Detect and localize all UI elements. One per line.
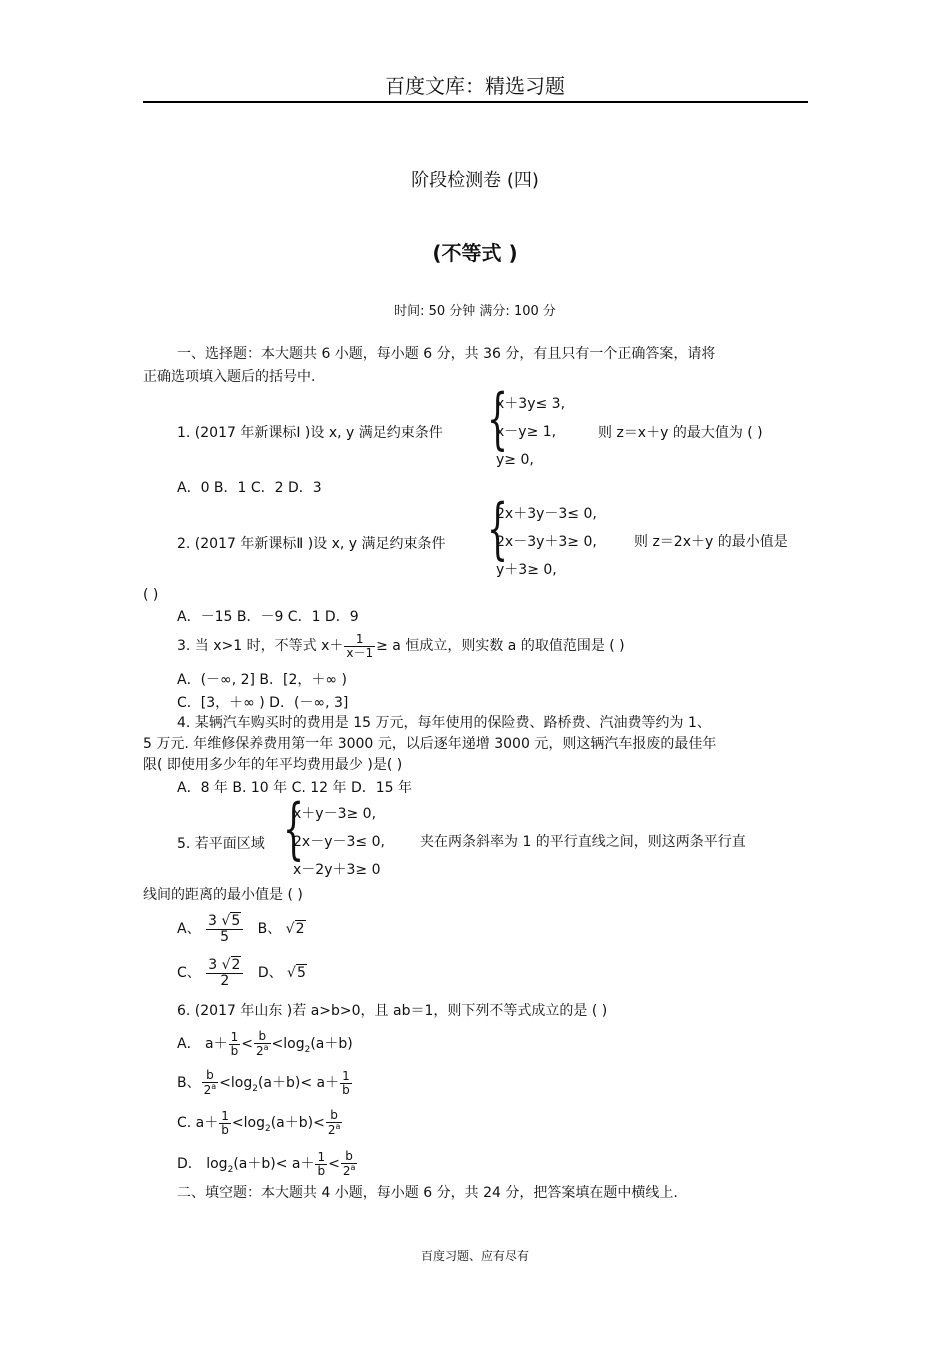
q5-optA-coef: 3: [208, 912, 217, 929]
q5-constraint: x－2y＋3≥ 0: [293, 862, 381, 878]
exp-a: a: [263, 1043, 269, 1052]
q6-optC-label: C. a＋: [177, 1115, 219, 1131]
q6-frac-b-over-2a: [202, 1069, 219, 1096]
q5-optA-rad: 5: [231, 912, 241, 929]
header-divider: [143, 101, 808, 103]
q4-line2: 5 万元. 年维修保养费用第一年 3000 元，以后逐年递增 3000 元，则这辆汽车报废的最佳年: [143, 736, 717, 752]
left-brace-icon: {: [487, 490, 508, 567]
lt-sign: <: [231, 1115, 244, 1131]
q6-frac-b-over-2a: [326, 1109, 343, 1136]
q5-optA-fraction: $\frac{3 √5}{5}$: [206, 914, 243, 944]
doc-subtitle: (不等式 ): [432, 241, 518, 265]
log-base: 2: [252, 1083, 258, 1094]
log-arg: (a＋b)< a＋: [233, 1156, 315, 1172]
q6-frac-1-over-b: [340, 1070, 352, 1096]
section1-intro-line2: 正确选项填入题后的括号中.: [143, 369, 316, 385]
q3-stem-post: ≥ a 恒成立，则实数 a 的取值范围是 ( ): [376, 638, 625, 654]
log-arg: (a＋b): [310, 1036, 353, 1052]
log-arg: (a＋b)< a＋: [257, 1075, 340, 1091]
q4-options: A．8 年 B. 10 年 C. 12 年 D．15 年: [177, 780, 413, 796]
q6-optD-label: D． log: [177, 1156, 228, 1172]
q6-option-b: [177, 1063, 353, 1109]
frac-num: b: [345, 1149, 353, 1164]
q1-constraint-system: [487, 380, 597, 472]
q5-tail: 夹在两条斜率为 1 的平行直线之间，则这两条平行直: [420, 834, 746, 850]
q2-constraint-system: [487, 490, 617, 582]
q4-line3: 限( 即使用多少年的年平均费用最少 )是( ): [143, 757, 403, 773]
lt-sign: <: [219, 1075, 231, 1091]
q6-frac-b-over-2a: [254, 1030, 271, 1057]
frac-num: b: [206, 1068, 214, 1083]
q2-constraint: 2x－3y＋3≥ 0,: [496, 534, 597, 550]
q5-optD-label: D、: [257, 965, 283, 981]
lt-sign: <: [328, 1156, 340, 1172]
doc-title: 阶段检测卷 (四): [411, 170, 539, 191]
frac-den: b: [340, 1083, 352, 1097]
frac-den: b: [219, 1123, 231, 1137]
frac-den: [202, 1082, 219, 1097]
q5-line2: 线间的距离的最小值是 ( ): [143, 887, 303, 903]
base-2: 2: [327, 1123, 336, 1137]
page-footer: 百度习题、应有尽有: [420, 1249, 529, 1263]
section2-intro: 二、填空题：本大题共 4 小题，每小题 6 分，共 24 分，把答案填在题中横线上.: [177, 1185, 678, 1201]
q6-option-c: [177, 1103, 343, 1149]
q6-stem: 6. (2017 年山东 )若 a>b>0，且 ab＝1，则下列不等式成立的是 ( ): [177, 1003, 608, 1019]
q5-optC-rad: 2: [231, 956, 241, 973]
q2-constraint: 2x＋3y－3≤ 0,: [496, 506, 597, 522]
log-text: log: [230, 1075, 253, 1091]
lt-sign: <: [271, 1036, 284, 1052]
q6-option-d: [177, 1144, 358, 1190]
frac-den: b: [315, 1164, 327, 1178]
q1-constraint: x＋3y≤ 3,: [496, 396, 566, 412]
exp-a: a: [350, 1163, 356, 1172]
q3-options-line2: C．[3，＋∞ ) D．(－∞, 3]: [177, 695, 349, 711]
q6-frac-1-over-b: [229, 1031, 241, 1057]
q1-constraint: y≥ 0,: [496, 452, 534, 468]
q5-constraint-system: [283, 790, 403, 882]
q5-optD-rad: 5: [296, 965, 306, 981]
lt-sign: <: [241, 1036, 253, 1052]
q5-options-ab: A、 $\frac{3 √5}{5}$ B、 √2: [177, 912, 305, 945]
q2-tail: 则 z＝2x＋y 的最小值是: [634, 534, 788, 550]
frac-den: b: [229, 1044, 241, 1058]
q6-optA-label: A． a＋: [177, 1036, 228, 1052]
base-2: 2: [203, 1083, 212, 1097]
time-info: 时间: 50 分钟 满分: 100 分: [394, 304, 556, 319]
frac-num: b: [330, 1108, 338, 1123]
frac-num: 1: [317, 1149, 326, 1164]
q5-options-cd: C、 $\frac{3 √2}{2}$ D、 √5: [177, 956, 306, 989]
q1-tail: 则 z＝x＋y 的最大值为 ( ): [598, 425, 763, 441]
q2-constraint: y＋3≥ 0,: [496, 562, 557, 578]
base-2: 2: [255, 1044, 264, 1058]
log-text: log: [283, 1036, 305, 1052]
site-header-title: 百度文库：精选习题: [385, 74, 565, 98]
lt-sign: <: [313, 1115, 325, 1131]
q6-frac-1-over-b: [219, 1110, 231, 1136]
q2-stem: 2. (2017 年新课标Ⅱ )设 x, y 满足约束条件: [177, 536, 446, 552]
q3-stem: [177, 629, 625, 663]
frac-num: 1: [342, 1068, 350, 1083]
q5-optB-label: B、: [257, 921, 282, 937]
q3-fraction: [344, 633, 375, 659]
q1-constraint: x－y≥ 1,: [496, 424, 557, 440]
q5-optB-rad: 2: [295, 921, 305, 937]
q5-stem: 5. 若平面区域: [177, 836, 265, 852]
q4-line1: 4. 某辆汽车购买时的费用是 15 万元，每年使用的保险费、路桥费、汽油费等约为 1、: [177, 715, 711, 731]
log-base: 2: [227, 1164, 234, 1175]
q2-answer-paren: ( ): [143, 587, 159, 603]
q3-frac-num: 1: [355, 631, 364, 646]
base-2: 2: [342, 1164, 351, 1178]
exp-a: a: [211, 1082, 217, 1091]
q1-stem: 1. (2017 年新课标Ⅰ )设 x, y 满足约束条件: [177, 425, 443, 441]
q5-constraint: 2x－y－3≤ 0,: [293, 834, 385, 850]
log-base: 2: [304, 1044, 311, 1055]
q1-options: A．0 B．1 C．2 D．3: [177, 480, 322, 496]
q5-optA-label: A、: [177, 921, 201, 937]
q5-optA-den: 5: [206, 929, 243, 945]
frac-den: [254, 1043, 271, 1058]
section1-intro-line1: 一、选择题：本大题共 6 小题，每小题 6 分，共 36 分，有且只有一个正确答案，请将: [177, 346, 716, 362]
q3-frac-den: x－1: [346, 645, 374, 660]
frac-num: 1: [230, 1029, 239, 1044]
left-brace-icon: {: [283, 790, 304, 867]
left-brace-icon: {: [487, 380, 508, 457]
log-arg: (a＋b): [270, 1115, 314, 1131]
q3-stem-pre: 3. 当 x>1 时，不等式 x＋: [177, 638, 344, 654]
q2-options: A．－15 B．－9 C．1 D．9: [177, 609, 359, 625]
q6-optB-label: B、: [177, 1075, 201, 1091]
log-text: log: [243, 1115, 265, 1131]
log-base: 2: [264, 1123, 271, 1134]
q5-optC-fraction: $\frac{3 √2}{2}$: [206, 958, 243, 988]
q5-optC-label: C、: [177, 965, 201, 981]
q6-frac-1-over-b: [315, 1151, 327, 1177]
frac-num: b: [258, 1029, 267, 1044]
frac-den: [326, 1122, 343, 1137]
q5-optC-den: 2: [206, 973, 243, 989]
q3-options-line1: A．(－∞, 2] B．[2，＋∞ ): [177, 672, 347, 688]
q5-optC-coef: 3: [208, 956, 218, 973]
q5-constraint: x＋y－3≥ 0,: [293, 806, 377, 822]
frac-den: [341, 1163, 358, 1178]
exp-a: a: [335, 1122, 341, 1131]
frac-num: 1: [221, 1108, 229, 1123]
q6-frac-b-over-2a: [341, 1150, 358, 1177]
